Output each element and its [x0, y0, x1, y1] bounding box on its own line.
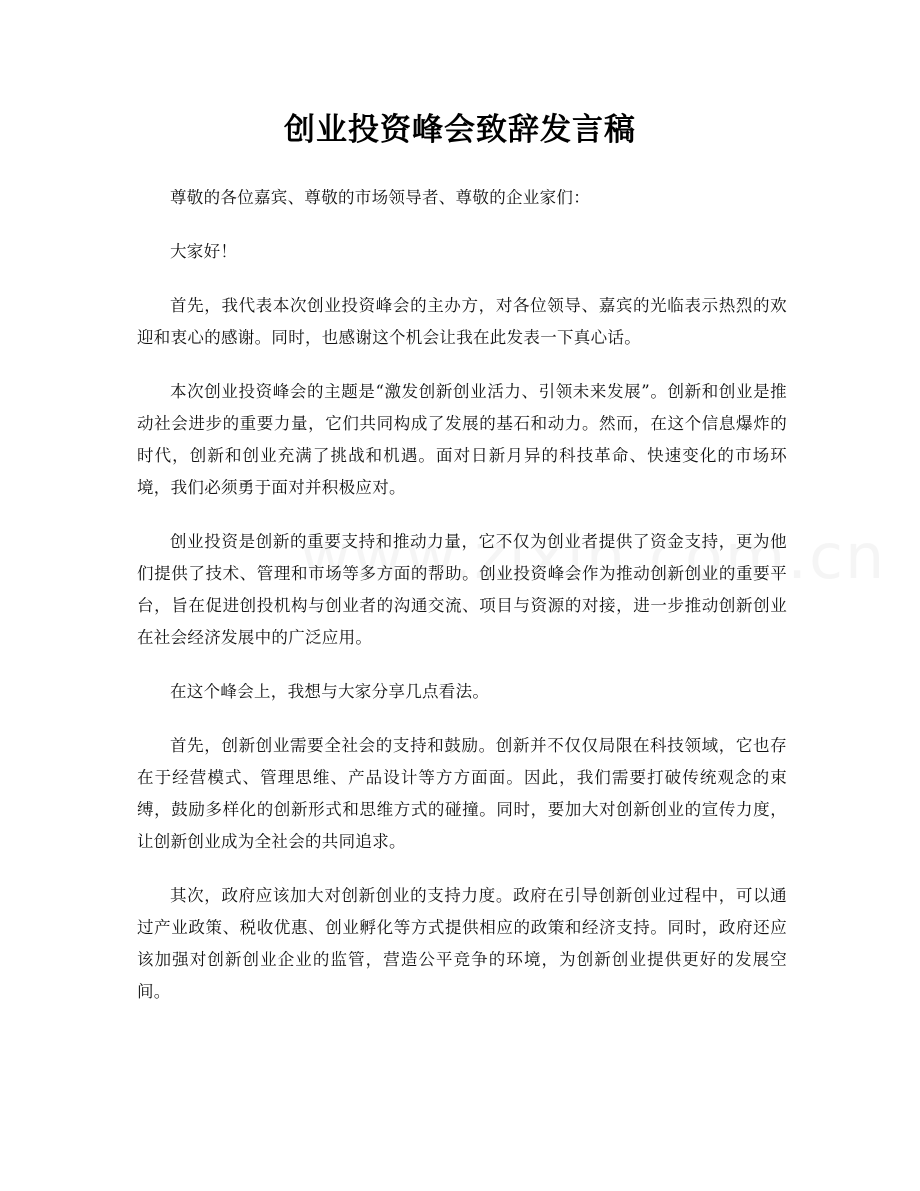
- paragraph-point-one: 首先，创新创业需要全社会的支持和鼓励。创新并不仅仅局限在科技领域，它也存在于经营模式、管理思维、产品设计等方方面面。因此，我们需要打破传统观念的束缚，鼓励多样化的创新形式和思维方式的碰撞。同时，要加大对创新创业的宣传力度，让创新创业成为全社会的共同追求。: [137, 736, 787, 851]
- paragraph-welcome: 首先，我代表本次创业投资峰会的主办方，对各位领导、嘉宾的光临表示热烈的欢迎和衷心的感谢。同时，也感谢这个机会让我在此发表一下真心话。: [137, 296, 787, 347]
- paragraph-point-two: 其次，政府应该加大对创新创业的支持力度。政府在引导创新创业过程中，可以通过产业政策、税收优惠、创业孵化等方式提供相应的政策和经济支持。同时，政府还应该加强对创新创业企业的监管，营造公平竞争的环境，为创新创业提供更好的发展空间。: [137, 886, 787, 1001]
- paragraph-greeting: 大家好！: [170, 242, 238, 261]
- paragraph-share-views: 在这个峰会上，我想与大家分享几点看法。: [170, 682, 490, 701]
- document-body: [137, 182, 787, 1030]
- paragraph-theme: 本次创业投资峰会的主题是“激发创新创业活力、引领未来发展”。创新和创业是推动社会进步的重要力量，它们共同构成了发展的基石和动力。然而，在这个信息爆炸的时代，创新和创业充满了挑战和机遇。面对日新月异的科技革命、快速变化的市场环境，我们必须勇于面对并积极应对。: [137, 382, 787, 497]
- document-title: 创业投资峰会致辞发言稿: [284, 112, 636, 148]
- paragraph-investment: 创业投资是创新的重要支持和推动力量，它不仅为创业者提供了资金支持，更为他们提供了技术、管理和市场等多方面的帮助。创业投资峰会作为推动创新创业的重要平台，旨在促进创投机构与创业者的沟通交流、项目与资源的对接，进一步推动创新创业在社会经济发展中的广泛应用。: [137, 532, 787, 647]
- paragraph-salutation: 尊敬的各位嘉宾、尊敬的市场领导者、尊敬的企业家们：: [170, 188, 590, 207]
